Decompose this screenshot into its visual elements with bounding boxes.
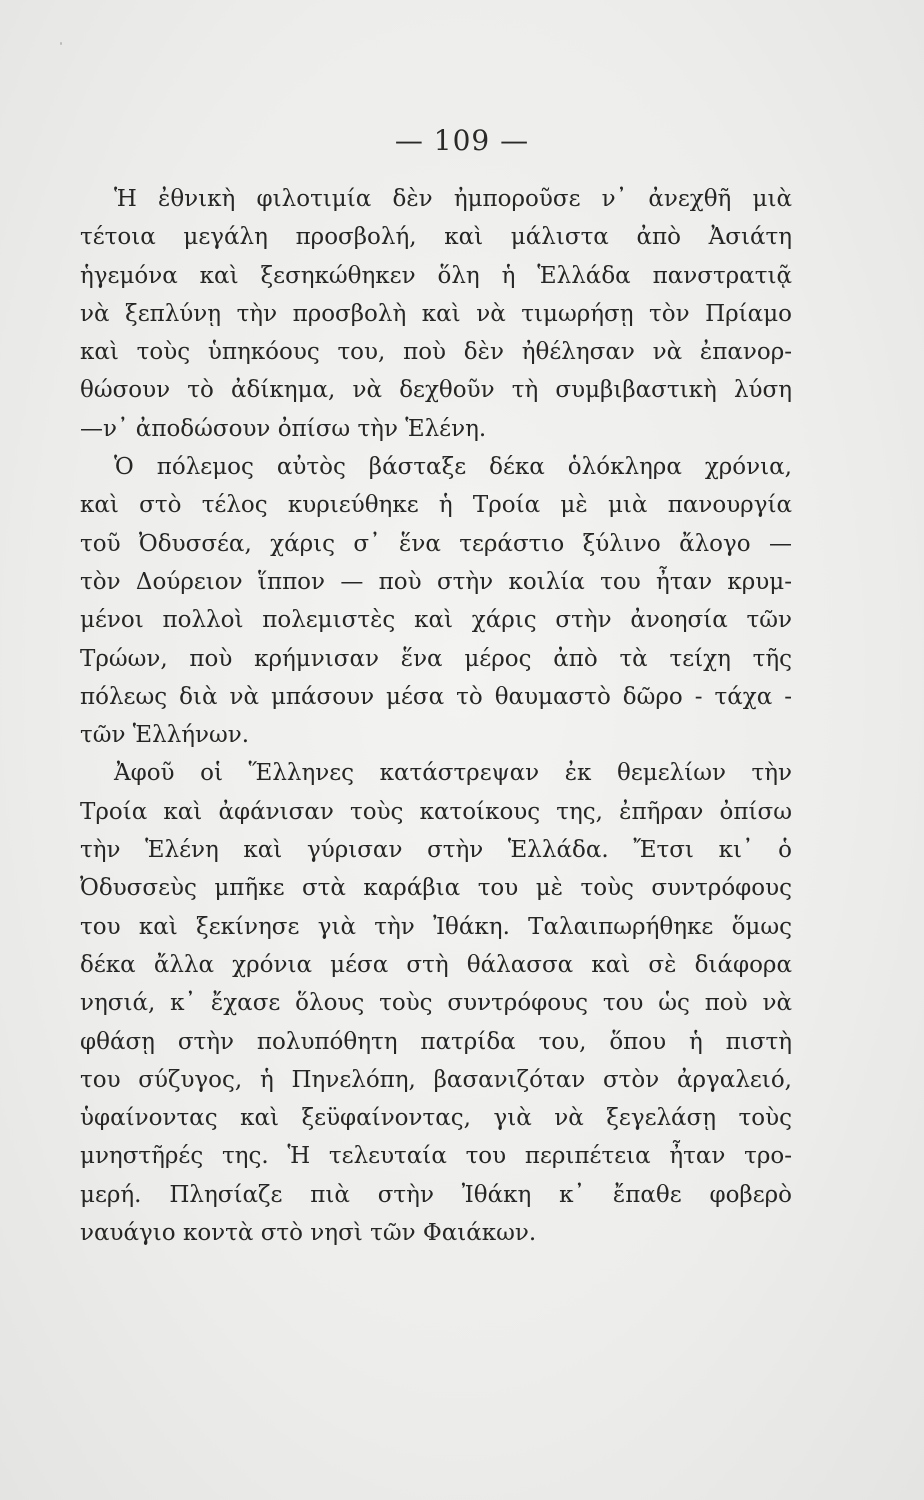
text-line: τὸν Δούρειον ἵππον — ποὺ στὴν κοιλία του ἦταν κρυμ- <box>80 568 792 595</box>
text-line: —ν᾽ ἀποδώσουν ὀπίσω τὴν Ἑλένη. <box>80 415 487 442</box>
text-line: τὴν Ἑλένη καὶ γύρισαν στὴν Ἑλλάδα. Ἔτσι κι᾽ ὁ <box>80 837 792 864</box>
text-line: μνηστῆρές της. Ἡ τελευταία του περιπέτεια ἦταν τρο- <box>80 1143 792 1170</box>
text-line: νησιά, κ᾽ ἔχασε ὅλους τοὺς συντρόφους του ὡς ποὺ νὰ <box>80 990 792 1017</box>
text-line: ναυάγιο κοντὰ στὸ νησὶ τῶν Φαιάκων. <box>80 1220 537 1247</box>
text-line: δέκα ἄλλα χρόνια μέσα στὴ θάλασσα καὶ σὲ διάφορα <box>80 951 792 978</box>
body-text <box>80 180 792 1252</box>
text-line: ἡγεμόνα καὶ ξεσηκώθηκεν ὅλη ἡ Ἑλλάδα πανστρατιᾷ <box>80 262 792 289</box>
text-line: καὶ τοὺς ὑπηκόους του, ποὺ δὲν ἠθέλησαν νὰ ἐπανορ- <box>80 339 792 366</box>
text-line: Ὀδυσσεὺς μπῆκε στὰ καράβια του μὲ τοὺς συντρόφους <box>80 875 792 902</box>
text-line: θώσουν τὸ ἀδίκημα, νὰ δεχθοῦν τὴ συμβιβαστικὴ λύση <box>80 377 792 404</box>
text-line: τῶν Ἑλλήνων. <box>80 722 250 749</box>
text-line: τέτοια μεγάλη προσβολή, καὶ μάλιστα ἀπὸ Ἀσιάτη <box>80 224 792 251</box>
text-line: Ὁ πόλεμος αὐτὸς βάσταξε δέκα ὁλόκληρα χρόνια, <box>114 454 792 481</box>
text-line: του καὶ ξεκίνησε γιὰ τὴν Ἰθάκη. Ταλαιπωρήθηκε ὅμως <box>80 913 792 940</box>
text-line: ὑφαίνοντας καὶ ξεϋφαίνοντας, γιὰ νὰ ξεγελάσῃ τοὺς <box>80 1105 792 1132</box>
text-line: του σύζυγος, ἡ Πηνελόπη, βασανιζόταν στὸν ἀργαλειό, <box>80 1066 792 1093</box>
text-line: φθάσῃ στὴν πολυπόθητη πατρίδα του, ὅπου ἡ πιστὴ <box>80 1028 792 1055</box>
paper-speck <box>60 42 62 45</box>
text-line: Τροία καὶ ἀφάνισαν τοὺς κατοίκους της, ἐπῆραν ὀπίσω <box>80 798 792 825</box>
text-line: Ἡ ἐθνικὴ φιλοτιμία δὲν ἠμποροῦσε ν᾽ ἀνεχθῆ μιὰ <box>114 186 792 212</box>
text-line: Ἀφοῦ οἱ Ἕλληνες κατάστρεψαν ἐκ θεμελίων τὴν <box>114 760 792 787</box>
text-line: μερή. Πλησίαζε πιὰ στὴν Ἰθάκη κ᾽ ἔπαθε φοβερὸ <box>80 1181 792 1208</box>
text-line: καὶ στὸ τέλος κυριεύθηκε ἡ Τροία μὲ μιὰ πανουργία <box>80 492 792 519</box>
text-line: νὰ ξεπλύνῃ τὴν προσβολὴ καὶ νὰ τιμωρήσῃ τὸν Πρίαμο <box>80 300 792 327</box>
text-line: πόλεως διὰ νὰ μπάσουν μέσα τὸ θαυμαστὸ δῶρο - τάχα - <box>80 683 792 710</box>
text-line: μένοι πολλοὶ πολεμιστὲς καὶ χάρις στὴν ἀνοησία τῶν <box>80 607 792 634</box>
text-line: τοῦ Ὀδυσσέα, χάρις σ᾽ ἕνα τεράστιο ξύλινο ἄλογο — <box>80 530 792 557</box>
page-number: — 109 — <box>394 124 530 157</box>
text-line: Τρώων, ποὺ κρήμνισαν ἕνα μέρος ἀπὸ τὰ τείχη τῆς <box>80 645 792 672</box>
